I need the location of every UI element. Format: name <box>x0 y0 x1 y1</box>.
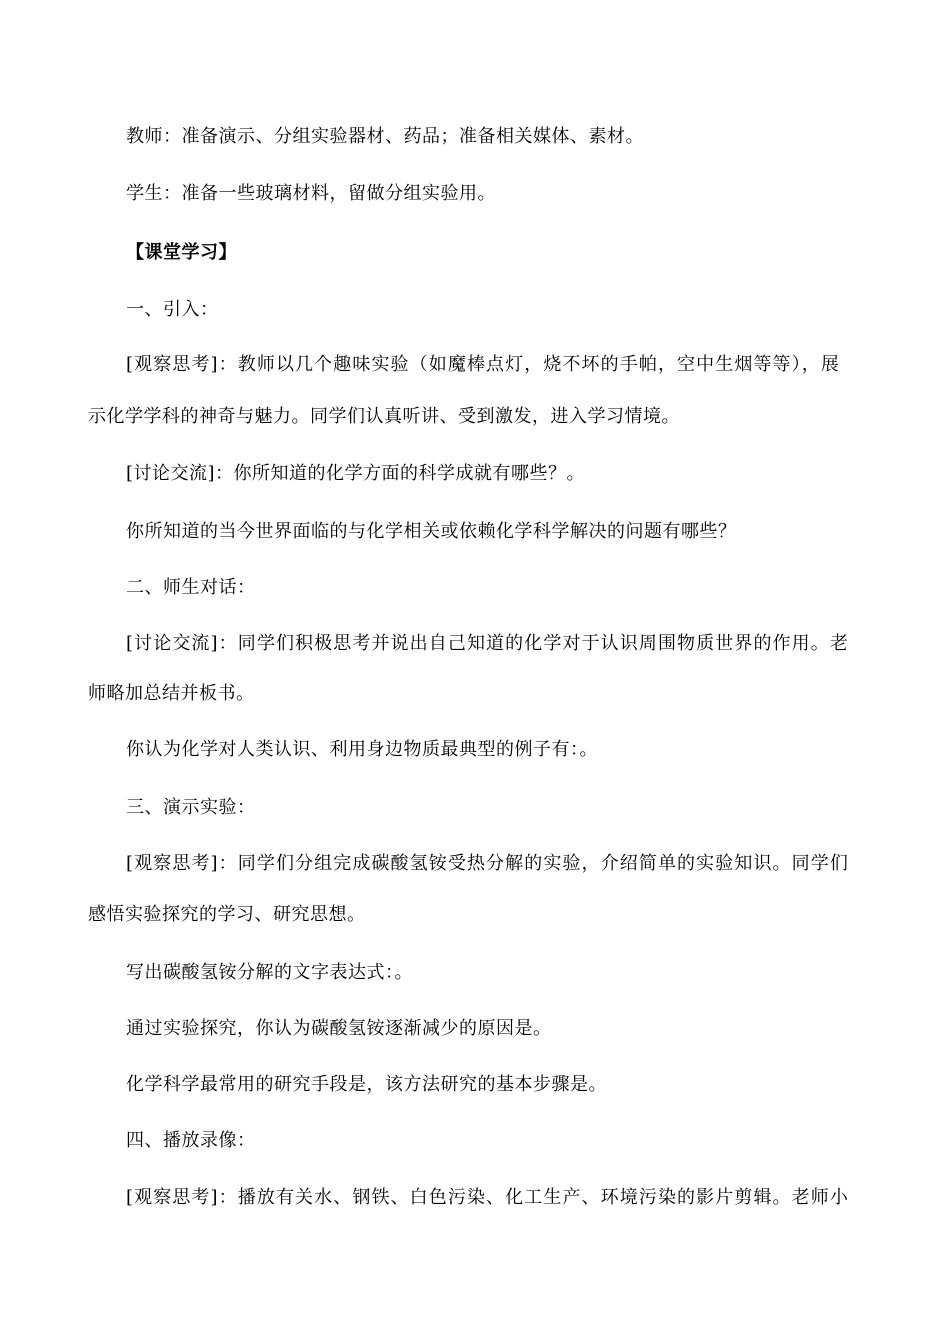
paragraph-observe-1-line1: [观察思考]：教师以几个趣味实验（如魔棒点灯，烧不坏的手帕，空中生烟等等），展 <box>126 354 840 375</box>
part-4-title: 四、播放录像： <box>126 1130 256 1151</box>
paragraph-question-5: 化学科学最常用的研究手段是，该方法研究的基本步骤是。 <box>126 1074 607 1095</box>
paragraph-question-1: 你所知道的当今世界面临的与化学相关或依赖化学科学解决的问题有哪些？ <box>126 521 737 542</box>
part-2-title: 二、师生对话： <box>126 577 256 598</box>
paragraph-observe-3-line1: [观察思考]：播放有关水、钢铁、白色污染、化工生产、环境污染的影片剪辑。老师小 <box>126 1187 849 1208</box>
paragraph-observe-1-line2: 示化学学科的神奇与魅力。同学们认真听讲、受到激发，进入学习情境。 <box>88 406 680 427</box>
paragraph-question-4: 通过实验探究，你认为碳酸氢铵逐渐减少的原因是。 <box>126 1018 552 1039</box>
part-1-title: 一、引入： <box>126 299 219 320</box>
paragraph-question-3: 写出碳酸氢铵分解的文字表达式：。 <box>126 962 413 983</box>
section-heading: 【课堂学习】 <box>126 242 237 263</box>
paragraph-discuss-1: [讨论交流]：你所知道的化学方面的科学成就有哪些？。 <box>126 463 586 484</box>
paragraph-observe-2-line1: [观察思考]：同学们分组完成碳酸氢铵受热分解的实验，介绍简单的实验知识。同学们 <box>126 853 849 874</box>
paragraph-student-prep: 学生：准备一些玻璃材料，留做分组实验用。 <box>126 183 496 204</box>
paragraph-teacher-prep: 教师：准备演示、分组实验器材、药品；准备相关媒体、素材。 <box>126 126 644 147</box>
paragraph-observe-2-line2: 感悟实验探究的学习、研究思想。 <box>88 904 366 925</box>
paragraph-question-2: 你认为化学对人类认识、利用身边物质最典型的例子有：。 <box>126 739 598 760</box>
part-3-title: 三、演示实验： <box>126 797 256 818</box>
paragraph-discuss-2-line2: 师略加总结并板书。 <box>88 683 255 704</box>
paragraph-discuss-2-line1: [讨论交流]：同学们积极思考并说出自己知道的化学对于认识周围物质世界的作用。老 <box>126 633 849 654</box>
